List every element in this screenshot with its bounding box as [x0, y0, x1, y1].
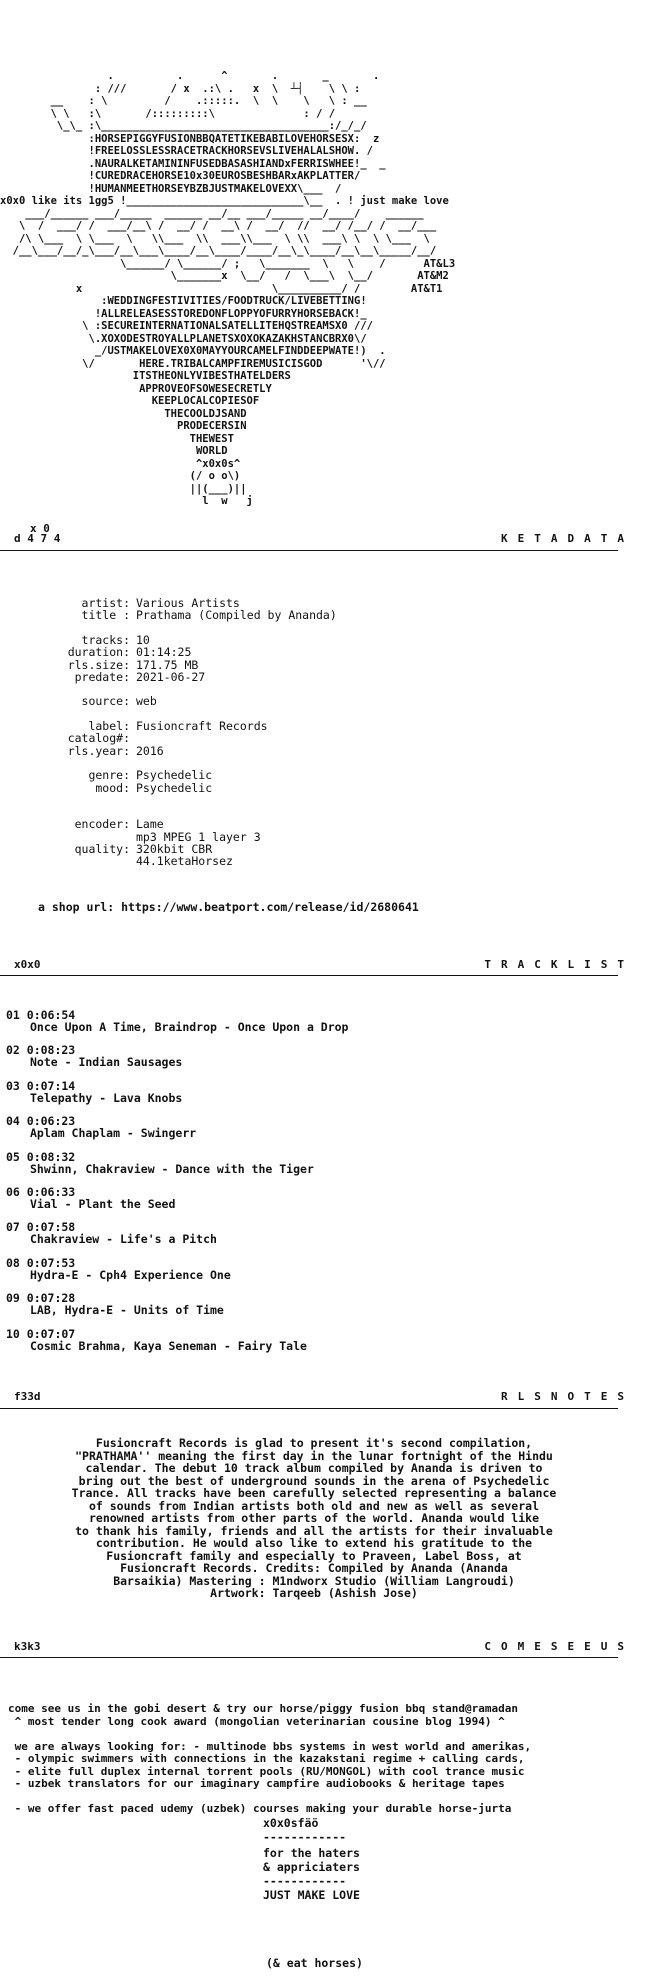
note-line: Fusioncraft Records. Credits: Compiled by Ananda (Ananda: [120, 1561, 508, 1575]
metadata-value: 2016: [136, 743, 164, 758]
divider: [0, 550, 618, 551]
metadata-row: [0, 682, 600, 695]
track-number-time: 03 0:07:14: [6, 1078, 76, 1093]
tracklist-header-title: TRACKLIST: [484, 958, 634, 971]
notes-header-left: f33d: [14, 1390, 41, 1403]
track-title: LAB, Hydra-E - Units of Time: [30, 1303, 224, 1318]
track-title: Telepathy - Lava Knobs: [30, 1090, 183, 1105]
track-title: Cosmic Brahma, Kaya Seneman - Fairy Tale: [30, 1338, 307, 1353]
metadata-value: web: [136, 694, 157, 709]
track-title: Hydra-E - Cph4 Experience One: [30, 1267, 231, 1282]
come-line: ^ most tender long cook award (mongolian veterinarian cousine blog 1994) ^: [8, 1714, 505, 1728]
metadata-value: Psychedelic: [136, 768, 213, 783]
eat-horses: (& eat horses): [266, 1956, 363, 1970]
note-line: to thank his family, friends and all the artists for their invaluable: [75, 1523, 553, 1538]
signature: x0x0sfäö: [263, 1816, 319, 1830]
note-line: Trance. All tracks have been carefully selected representing a balance: [71, 1486, 557, 1500]
metadata-value: Psychedelic: [136, 780, 213, 795]
metadata-key: artist:: [81, 596, 130, 610]
metadata-key: quality:: [74, 842, 130, 856]
notes-header: [0, 1390, 648, 1404]
note-line: bring out the best of underground sounds in the arena of Psychedelic: [78, 1473, 550, 1488]
track-number-time: 05 0:08:32: [6, 1149, 76, 1164]
track-number-time: 02 0:08:23: [6, 1043, 76, 1058]
metadata-key: rls.size:: [67, 657, 130, 672]
notes-header-title: RLSNOTES: [501, 1390, 634, 1403]
metadata-value: 10: [136, 632, 150, 647]
track-title: Aplam Chaplam - Swingerr: [30, 1126, 197, 1141]
metadata-row: [0, 694, 600, 707]
metadata-row: [0, 768, 600, 781]
note-line: renowned artists from other parts of the world. Ananda would like: [88, 1511, 540, 1525]
come-line: - elite full duplex internal torrent pools (RU/MONGOL) with cool trance music: [8, 1764, 525, 1778]
come-header: [0, 1640, 648, 1654]
divider: [0, 1408, 618, 1409]
metadata-value: mp3 MPEG 1 layer 3: [136, 829, 261, 844]
metadata-row: [0, 781, 600, 794]
release-notes: [34, 1437, 594, 1600]
header-left-bottom: d 4 7 4: [14, 532, 61, 545]
metadata-value: Prathama (Compiled by Ananda): [136, 608, 337, 623]
track-number-time: 08 0:07:53: [6, 1255, 76, 1270]
track-title: Shwinn, Chakraview - Dance with the Tiger: [30, 1161, 314, 1176]
metadata-value: 44.1ketaHorsez: [136, 854, 233, 869]
track-title: Vial - Plant the Seed: [30, 1197, 176, 1211]
track-number-time: 06 0:06:33: [6, 1185, 76, 1199]
track-title: Note - Indian Sausages: [30, 1055, 183, 1070]
metadata-row: [0, 817, 600, 830]
come-line: we are always looking for: - multinode bbs systems in west world and amerikas,: [8, 1739, 532, 1753]
tracklist-header-left: x0x0: [14, 958, 41, 971]
metadata-row: [0, 645, 600, 658]
track-number-time: 10 0:07:07: [6, 1326, 76, 1341]
note-line: Fusioncraft Records is glad to present it's second compilation,: [95, 1436, 533, 1450]
track-number-time: 07 0:07:58: [6, 1220, 76, 1235]
ascii-art-text: . . ^ . _ . : /// / x .:\ . x \ ┴┤ \ \ : __ : \ / .:::::. \ \ \ \ : __ \ \ :\ /:::::::::\ : / / \_\_ :\____________________________________:/_/_/ :HORSEPIGGYFUSIONBBQATETIKEBABILOVEHORSESX: z !FREELOSSLESSRACETRACKHORSEVSLIVEHALALSHOW. / .NAURALKETAMININFUSEDBASASHIANDxFERRISWHEE!_ _ !CUREDRACEHORSE10x30EUROSBESHBARxAKPLATTER/ !HUMANMEETHORSEYBZBJUSTMAKELOVEXX\___ / x0x0 like its 1gg5 !____________________________\__ . ! just make love ___/______ ___/_____ ______ __/__ ___/_____ __/____/ ______ \ / ___/ / ___/__\ / __/ / __\ / __/ // __/ /__/ / __/___ /\ \___ \ \___ \ \\___ \\ ___\\___ \ \\ ___\ \ \ \___ \ /__\___/__/_\___/__\___\____/__\____/____/__\_\____/__\__\_____/__/ \______/ \______/ ; \_______ \ \ / AT&L3 \_______x \__/ / \___\ \__/ AT&M2 x \__________/ / AT&T1 :WEDDINGFESTIVITIES/FOODTRUCK/LIVEBETTING! !ALLRELEASESSTOREDONFLOPPYOFURRYHORSEBACK!_ \ :SECUREINTERNATIONALSATELLITEHQSTREAMSX0 /// \.XOXODESTROYALLPLANETSXOXOKAZAKHSTANCBRX0\/ _/USTMAKELOVEX0X0MAYYOURCAMELFINDDEEPWATE!) . \/ HERE.TRIBALCAMPFIREMUSICISGOD '\// ITSTHEONLYVIBESTHATELDERS APPROVEOFSOWESECRETLY KEEPLOCALCOPIESOF THECOOLDJSAND PRODECERSIN THEWEST WORLD ^x0x0s^ (/ o o\) ||(___)|| l w j: [0, 70, 456, 507]
track-number-time: 01 0:06:54: [6, 1008, 76, 1022]
metadata-row: [0, 756, 600, 769]
header-right-title: KETADATA: [501, 532, 634, 545]
note-line: "PRATHAMA'' meaning the first day in the lunar fortnight of the Hindu: [75, 1448, 553, 1463]
metadata-row: [0, 596, 600, 609]
come-line: - we offer fast paced udemy (uzbek) courses making your durable horse-jurta: [8, 1802, 512, 1815]
ascii-art-logo: [0, 70, 648, 508]
footer-line-2: & appriciaters: [263, 1860, 360, 1874]
note-line: Artwork: Tarqeeb (Ashish Jose): [210, 1586, 418, 1600]
track-number-time: 04 0:06:23: [6, 1114, 76, 1129]
metadata-value: 2021-06-27: [136, 669, 206, 684]
separator: ------------: [263, 1830, 347, 1844]
track-number-time: 09 0:07:28: [6, 1291, 76, 1306]
metadata-row: [0, 608, 600, 621]
footer-line-1: for the haters: [263, 1846, 360, 1860]
metadata-key: rls.year:: [67, 743, 130, 758]
come-line: - olympic swimmers with connections in the kazakstani regime + calling cards,: [8, 1752, 525, 1765]
metadata-key: source:: [81, 694, 130, 709]
track-title: Chakraview - Life's a Pitch: [30, 1232, 217, 1247]
metadata-row: [0, 744, 600, 757]
metadata-value: 01:14:25: [136, 645, 192, 660]
metadata-row: [0, 707, 600, 720]
metadata-key: encoder:: [74, 817, 130, 832]
metadata-row: [0, 670, 600, 683]
metadata-key: tracks:: [81, 632, 130, 647]
note-line: contribution. He would also like to extend his gratitude to the: [95, 1536, 533, 1550]
note-line: Barsaikia) Mastering : M1ndworx Studio (William Langroudi): [113, 1573, 515, 1588]
come-header-title: COMESEEUS: [484, 1640, 634, 1653]
metadata-row: [0, 621, 600, 634]
metadata-value: Lame: [136, 817, 164, 832]
metadata-row: [0, 830, 600, 843]
metadata-key: title :: [81, 608, 130, 623]
note-line: calendar. The debut 10 track album compiled by Ananda is driven to: [85, 1461, 543, 1475]
metadata-key: genre:: [88, 768, 130, 783]
separator: ------------: [263, 1874, 347, 1888]
metadata-key: catalog#:: [67, 731, 130, 746]
metadata-value: Fusioncraft Records: [136, 719, 268, 733]
come-line: come see us in the gobi desert & try our horse/piggy fusion bbq stand@ramadan: [8, 1702, 518, 1715]
metadata-value: Various Artists: [136, 596, 240, 610]
header-left-top: x 0: [30, 522, 50, 535]
metadata-header: [0, 522, 648, 546]
come-header-left: k3k3: [14, 1640, 41, 1653]
come-line: - uzbek translators for our imaginary campfire audiobooks & heritage tapes: [8, 1777, 505, 1790]
metadata-row: [0, 731, 600, 744]
metadata-key: label:: [88, 719, 130, 733]
shop-url-line: a shop url: https://www.beatport.com/release/id/2680641: [38, 900, 419, 914]
divider: [0, 1657, 618, 1658]
metadata-value: 171.75 MB: [136, 657, 199, 672]
metadata-row: [0, 633, 600, 646]
divider: [0, 975, 618, 976]
footer-line-3: JUST MAKE LOVE: [263, 1888, 360, 1902]
tracklist-header: [0, 958, 648, 972]
track-title: Once Upon A Time, Braindrop - Once Upon a Drop: [30, 1020, 349, 1034]
metadata-value: 320kbit CBR: [136, 842, 213, 856]
note-line: Fusioncraft family and especially to Praveen, Label Boss, at: [106, 1548, 522, 1563]
metadata-key: predate:: [74, 669, 130, 684]
metadata-row: [0, 658, 600, 671]
note-line: of sounds from Indian artists both old and new as well as several: [88, 1498, 540, 1513]
metadata-row: [0, 854, 600, 867]
metadata-row: [0, 805, 600, 818]
metadata-row: [0, 793, 600, 806]
metadata-row: [0, 719, 600, 732]
metadata-row: [0, 842, 600, 855]
metadata-key: duration:: [67, 645, 130, 660]
metadata-key: mood:: [95, 780, 130, 795]
